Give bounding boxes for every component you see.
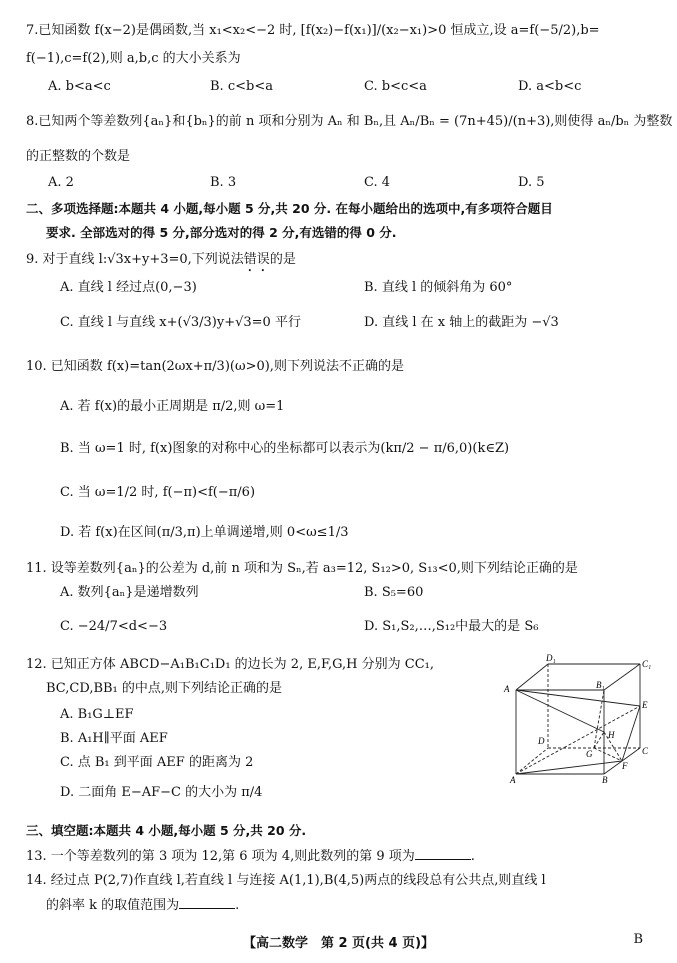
q13-answer-blank (415, 847, 471, 860)
q11-option-a: A. 数列{aₙ}是递增数列 (60, 585, 199, 600)
label-a: A (510, 775, 516, 785)
q11-option-c: C. −24/7<d<−3 (60, 619, 168, 634)
cube-figure (500, 652, 660, 786)
label-c1: C₁ (642, 659, 652, 669)
q13-end: . (470, 849, 475, 864)
q13 (26, 847, 475, 866)
q7-line1: 7.已知函数 f(x−2)是偶函数,当 x₁<x₂<−2 时, [f(x₂)−f(x₁)]/(x₂−x₁)>0 恒成立,设 a=f(−5/2),b= (26, 23, 600, 38)
q10-option-b: B. 当 ω=1 时, f(x)图象的对称中心的坐标都可以表示为(kπ/2 − π/6,0)(k∈Z) (60, 441, 510, 456)
q7-option-b: B. c<b<a (210, 79, 273, 94)
q14-line2 (46, 896, 239, 915)
q9-stem-emphasis: 错误 (243, 252, 270, 267)
q7-option-c: C. b<c<a (364, 79, 427, 94)
label-b1: B₁ (596, 680, 605, 690)
q8-option-d: D. 5 (518, 175, 545, 190)
page-footer: 【高二数学 第 2 页(共 4 页)】 (242, 936, 435, 951)
label-d1: D₁ (546, 653, 556, 663)
section2-heading-line2: 要求. 全部选对的得 5 分,部分选对的得 2 分,有选错的得 0 分. (46, 225, 397, 240)
q8-option-b: B. 3 (210, 175, 237, 190)
q10-option-d: D. 若 f(x)在区间(π/3,π)上单调递增,则 0<ω≤1/3 (60, 525, 349, 540)
q8-option-a: A. 2 (48, 175, 74, 190)
q7-option-d: D. a<b<c (518, 79, 582, 94)
label-h: H (608, 730, 615, 740)
q10-option-c: C. 当 ω=1/2 时, f(−π)<f(−π/6) (60, 485, 256, 500)
q8-line1: 8.已知两个等差数列{aₙ}和{bₙ}的前 n 项和分别为 Aₙ 和 Bₙ,且 Aₙ/Bₙ = (7n+45)/(n+3),则使得 aₙ/bₙ 为整数 (26, 114, 673, 129)
section3-heading: 三、填空题:本题共 4 小题,每小题 5 分,共 20 分. (26, 823, 307, 838)
q14-line1: 14. 经过点 P(2,7)作直线 l,若直线 l 与连接 A(1,1),B(4,5)两点的线段总有公共点,则直线 l (26, 873, 546, 888)
paper-version-mark: B (633, 932, 643, 947)
q9-option-c: C. 直线 l 与直线 x+(√3/3)y+√3=0 平行 (60, 315, 301, 330)
q12-line2: BC,CD,BB₁ 的中点,则下列结论正确的是 (46, 681, 283, 696)
label-d: D (538, 736, 545, 746)
label-f: F (622, 761, 628, 771)
q7-line2: f(−1),c=f(2),则 a,b,c 的大小关系为 (26, 51, 241, 66)
q11-stem: 11. 设等差数列{aₙ}的公差为 d,前 n 项和为 Sₙ,若 a₃=12, S₁₂>0, S₁₃<0,则下列结论正确的是 (26, 561, 578, 576)
q9-option-b: B. 直线 l 的倾斜角为 60° (364, 280, 513, 295)
q14-end: . (235, 898, 240, 913)
q12-option-a: A. B₁G⊥EF (60, 707, 134, 722)
label-e: E (642, 700, 648, 710)
q8-line2: 的正整数的个数是 (26, 149, 131, 164)
q7-option-a: A. b<a<c (48, 79, 111, 94)
label-c: C (642, 746, 649, 756)
q13-text: 13. 一个等差数列的第 3 项为 12,第 6 项为 4,则此数列的第 9 项为 (26, 849, 415, 864)
q10-option-a: A. 若 f(x)的最小正周期是 π/2,则 ω=1 (60, 399, 285, 414)
label-a1: A (504, 684, 510, 694)
q12-option-d: D. 二面角 E−AF−C 的大小为 π/4 (60, 785, 263, 800)
q9-stem-after: 的是 (269, 252, 296, 267)
q9-stem (26, 251, 296, 275)
label-g: G (586, 749, 593, 759)
q14-line2-text: 的斜率 k 的取值范围为 (46, 898, 180, 913)
q9-option-d: D. 直线 l 在 x 轴上的截距为 −√3 (364, 315, 559, 330)
q12-option-b: B. A₁H∥平面 AEF (60, 731, 168, 746)
q11-option-b: B. S₅=60 (364, 585, 424, 600)
q11-option-d: D. S₁,S₂,…,S₁₂中最大的是 S₆ (364, 619, 539, 634)
q12-line1: 12. 已知正方体 ABCD−A₁B₁C₁D₁ 的边长为 2, E,F,G,H 分别为 CC₁, (26, 657, 434, 672)
section2-heading-line1: 二、多项选择题:本题共 4 小题,每小题 5 分,共 20 分. 在每小题给出的选项中,有多项符合题目 (26, 201, 553, 216)
q10-stem: 10. 已知函数 f(x)=tan(2ωx+π/3)(ω>0),则下列说法不正确的是 (26, 359, 404, 374)
q9-option-a: A. 直线 l 经过点(0,−3) (60, 280, 197, 295)
q9-stem-before: 9. 对于直线 l:√3x+y+3=0,下列说法 (26, 252, 244, 267)
q12-option-c: C. 点 B₁ 到平面 AEF 的距离为 2 (60, 755, 254, 770)
q8-option-c: C. 4 (364, 175, 391, 190)
label-b: B (602, 775, 608, 785)
q14-answer-blank (179, 896, 235, 909)
